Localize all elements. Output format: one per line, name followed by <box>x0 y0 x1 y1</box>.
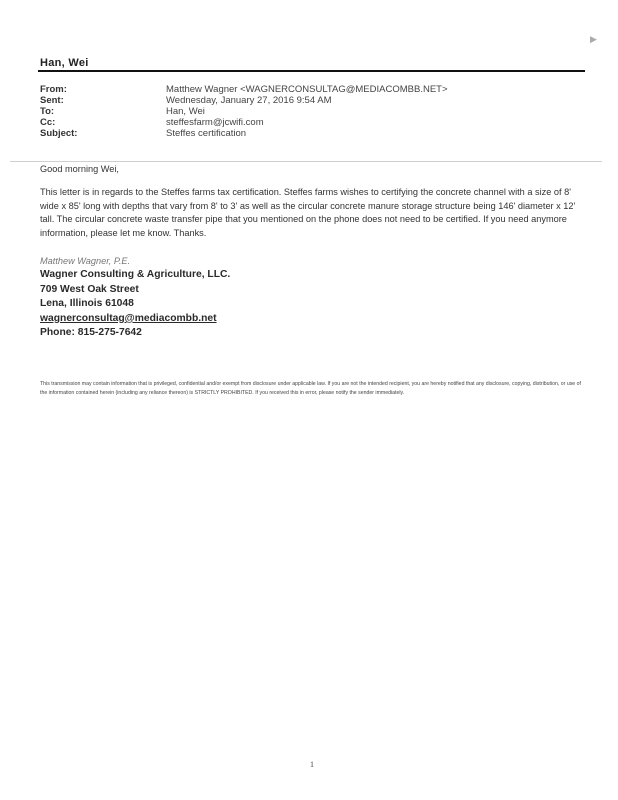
confidentiality-disclaimer: This transmission may contain information that is privileged, confidential and/or exempt from disclosure under applicable law. If you are not the intended recipient, you are hereby notified that any disclosure, copying, distribution, or use of the information contained herein (including any reliance thereon) is STRICTLY PROHIBITED. If you received this in error, please notify the sender immediately. <box>40 381 581 396</box>
sent-row <box>40 95 448 106</box>
signature-phone: Phone: 815-275-7642 <box>40 327 142 339</box>
from-value: Matthew Wagner <WAGNERCONSULTAG@MEDIACOMBB.NET> <box>166 84 448 95</box>
from-label: From: <box>40 84 67 95</box>
signature-company: Wagner Consulting & Agriculture, LLC. <box>40 269 231 280</box>
cc-row <box>40 117 448 128</box>
cc-label: Cc: <box>40 117 56 128</box>
signature-block <box>40 268 230 341</box>
signature-city: Lena, Illinois 61048 <box>40 298 134 310</box>
signature-email-link[interactable]: wagnerconsultag@mediacombb.net <box>40 312 217 324</box>
body-divider <box>10 161 602 162</box>
subject-label: Subject: <box>40 128 78 139</box>
to-label: To: <box>40 106 55 117</box>
to-row <box>40 106 448 117</box>
sent-label: Sent: <box>40 95 64 106</box>
signature-name: Matthew Wagner, P.E. <box>40 256 131 266</box>
signature-street: 709 West Oak Street <box>40 283 139 295</box>
header-divider <box>38 70 585 72</box>
scan-mark-icon: ▶ <box>590 34 597 44</box>
greeting: Good morning Wei, <box>40 164 119 174</box>
to-value: Han, Wei <box>166 106 205 117</box>
page-number: 1 <box>310 760 314 769</box>
body-paragraph: This letter is in regards to the Steffes farms tax certification. Steffes farms wishes to certifying the concrete channel with a size of 8' wide x 85' long with depths that vary from 8' to 3' as well as the circular concrete manure storage structure being 146' diameter x 12' tall. The circular concrete waste transfer pipe that you mentioned on the phone does not need to be certified. If you need anymore information, please let me know. Thanks. <box>40 187 576 238</box>
email-header-block <box>40 84 448 139</box>
subject-row <box>40 128 448 139</box>
subject-value: Steffes certification <box>166 128 247 139</box>
sent-value: Wednesday, January 27, 2016 9:54 AM <box>166 95 332 106</box>
cc-value: steffesfarm@jcwifi.com <box>166 117 264 128</box>
from-row <box>40 84 448 95</box>
recipient-name: Han, Wei <box>40 57 89 69</box>
